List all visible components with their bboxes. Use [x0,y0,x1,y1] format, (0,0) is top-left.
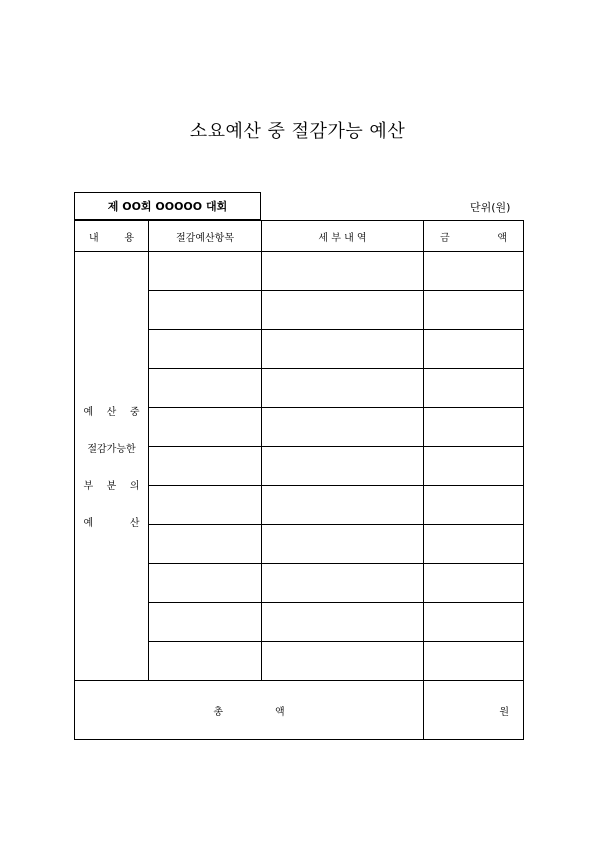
side-char: 중 [129,407,140,418]
side-label-line [84,514,140,529]
detail-cell[interactable] [262,642,424,681]
amount-cell[interactable] [424,603,524,642]
side-char: 부 [83,481,94,492]
detail-cell[interactable] [262,486,424,525]
budget-table [74,220,524,740]
total-label-char: 액 [275,706,285,718]
item-cell[interactable] [149,369,262,408]
amount-cell[interactable] [424,525,524,564]
item-cell[interactable] [149,486,262,525]
item-cell[interactable] [149,408,262,447]
detail-cell[interactable] [262,447,424,486]
item-cell[interactable] [149,291,262,330]
header-detail: 세 부 내 역 [262,221,424,252]
amount-cell[interactable] [424,564,524,603]
total-label-char: 총 [213,706,223,718]
amount-cell[interactable] [424,408,524,447]
item-cell[interactable] [149,603,262,642]
total-label-cell [75,681,424,740]
total-row [75,681,524,740]
event-name-box: 제 OO회 OOOOO 대회 [74,192,261,220]
amount-cell[interactable] [424,486,524,525]
unit-label: 단위(원) [470,201,511,214]
header-item: 절감예산항목 [149,221,262,252]
side-label-line [84,403,140,418]
item-cell[interactable] [149,525,262,564]
amount-cell[interactable] [424,642,524,681]
detail-cell[interactable] [262,252,424,291]
amount-cell[interactable] [424,369,524,408]
item-cell[interactable] [149,564,262,603]
side-char: 예 [83,407,94,418]
side-char: 예 [83,518,94,529]
detail-cell[interactable] [262,330,424,369]
detail-cell[interactable] [262,564,424,603]
side-char: 산 [129,518,140,529]
header-amount-char: 금 [440,232,450,244]
header-amount-char: 액 [497,232,507,244]
detail-cell[interactable] [262,369,424,408]
detail-cell[interactable] [262,603,424,642]
detail-cell[interactable] [262,525,424,564]
detail-cell[interactable] [262,291,424,330]
item-cell[interactable] [149,330,262,369]
side-label-line [84,440,140,455]
amount-cell[interactable] [424,447,524,486]
side-label-cell [75,252,149,681]
side-label-line [84,477,140,492]
total-unit-label: 원 [499,706,509,718]
amount-cell[interactable] [424,252,524,291]
page-title: 소요예산 중 절감가능 예산 [189,121,406,142]
item-cell[interactable] [149,447,262,486]
side-char: 의 [129,481,140,492]
item-cell[interactable] [149,252,262,291]
table-header-row [75,221,524,252]
amount-cell[interactable] [424,330,524,369]
header-content-char: 용 [124,232,134,244]
header-amount [424,221,524,252]
table-row [75,252,524,291]
detail-cell[interactable] [262,408,424,447]
side-char: 절감가능한 [87,444,136,455]
header-content-char: 내 [89,232,99,244]
item-cell[interactable] [149,642,262,681]
amount-cell[interactable] [424,291,524,330]
header-content [75,221,149,252]
side-char: 분 [106,481,117,492]
total-amount-cell[interactable] [424,681,524,740]
side-char: 산 [106,407,117,418]
